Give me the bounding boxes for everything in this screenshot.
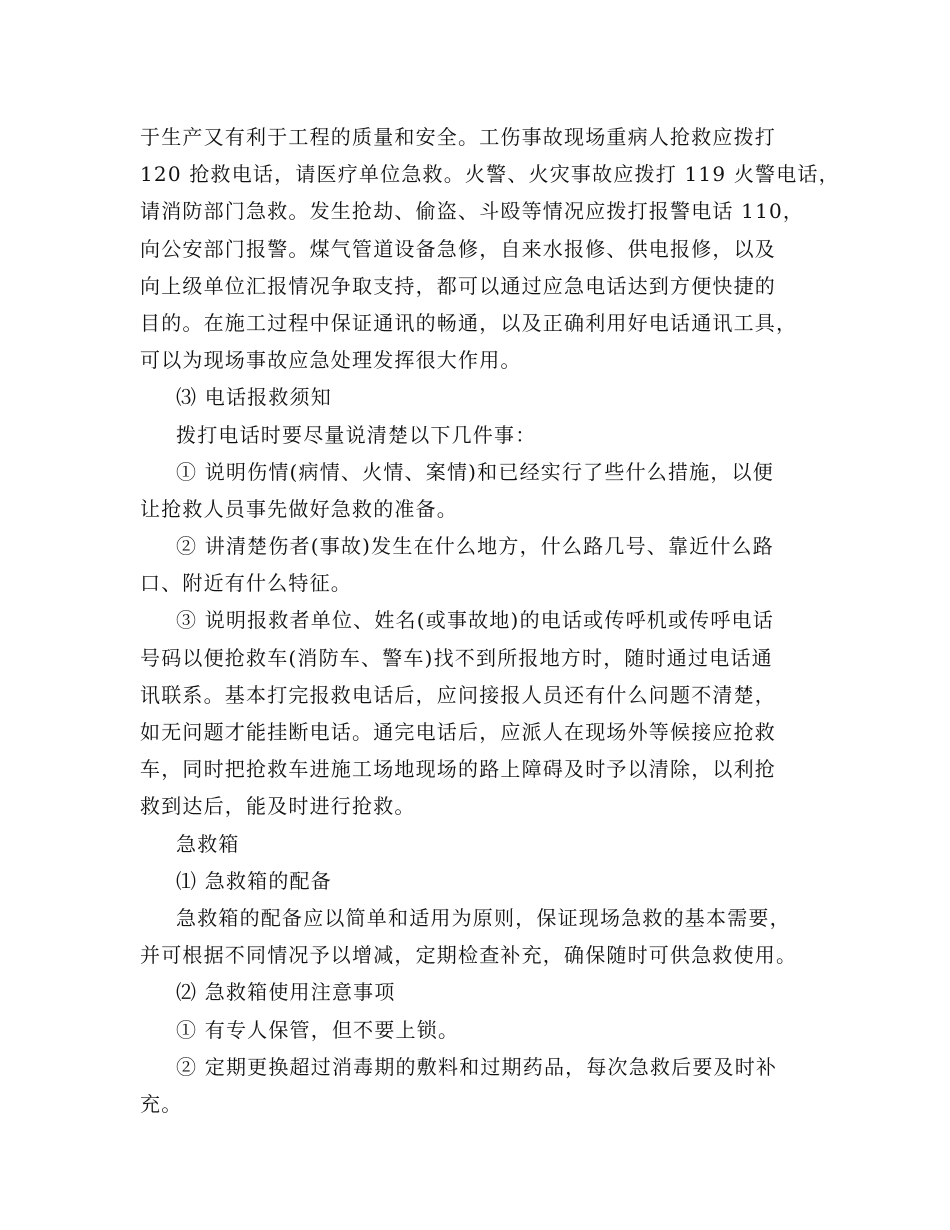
text-line-2: 120 抢救电话，请医疗单位急救。火警、火灾事故应拨打 119 火警电话， [140,162,840,187]
text-line-13: 口、附近有什么特征。 [140,571,352,596]
text-line-7: 可以为现场事故应急处理发挥很大作用。 [140,348,522,373]
text-line-17: 如无问题才能挂断电话。通完电话后，应派人在现场外等候接应抢救 [140,720,776,744]
text-line-11: 让抢救人员事先做好急救的准备。 [140,496,458,521]
text-line-3: 请消防部门急救。发生抢劫、偷盗、斗殴等情况应拨打报警电话 110， [140,199,805,224]
text-line-23: 并可根据不同情况予以增减，定期检查补充，确保随时可供急救使用。 [140,943,798,968]
text-line-6: 目的。在施工过程中保证通讯的畅通，以及正确利用好电话通讯工具， [140,310,798,335]
section-heading-first-aid-kit: 急救箱 [176,831,240,856]
text-line-15: 号码以便抢救车(消防车、警车)找不到所报地方时，随时通过电话通 [140,645,773,670]
body-text [140,119,840,1123]
list-item-1: ① 说明伤情(病情、火情、案情)和已经实行了些什么措施，以便 [176,459,774,484]
text-line-1: 于生产又有利于工程的质量和安全。工伤事故现场重病人抢救应拨打 [140,125,776,149]
section-heading-phone-report: ⑶ 电话报救须知 [176,385,332,410]
list-item-kit-1: ① 有专人保管，但不要上锁。 [176,1017,460,1042]
text-line-5: 向上级单位汇报情况争取支持，都可以通过应急电话达到方便快捷的 [140,273,776,298]
text-line-22: 急救箱的配备应以简单和适用为原则，保证现场急救的基本需要， [176,905,791,930]
text-line-16: 讯联系。基本打完报救电话后，应问接报人员还有什么问题不清楚， [140,682,776,707]
subsection-heading-kit-equipment: ⑴ 急救箱的配备 [176,868,332,893]
text-line-19: 救到达后，能及时进行抢救。 [140,794,416,819]
text-line-4: 向公安部门报警。煤气管道设备急修，自来水报修、供电报修，以及 [140,236,776,261]
list-item-3: ③ 说明报救者单位、姓名(或事故地)的电话或传呼机或传呼电话 [176,608,774,633]
text-line-9: 拨打电话时要尽量说清楚以下几件事： [176,422,537,447]
subsection-heading-kit-usage: ⑵ 急救箱使用注意事项 [176,980,396,1005]
text-line-27: 充。 [140,1091,183,1116]
list-item-2: ② 讲清楚伤者(事故)发生在什么地方，什么路几号、靠近什么路 [176,534,774,559]
text-line-18: 车，同时把抢救车进施工场地现场的路上障碍及时予以清除，以利抢 [140,757,776,782]
list-item-kit-2: ② 定期更换超过消毒期的敷料和过期药品，每次急救后要及时补 [176,1054,778,1079]
